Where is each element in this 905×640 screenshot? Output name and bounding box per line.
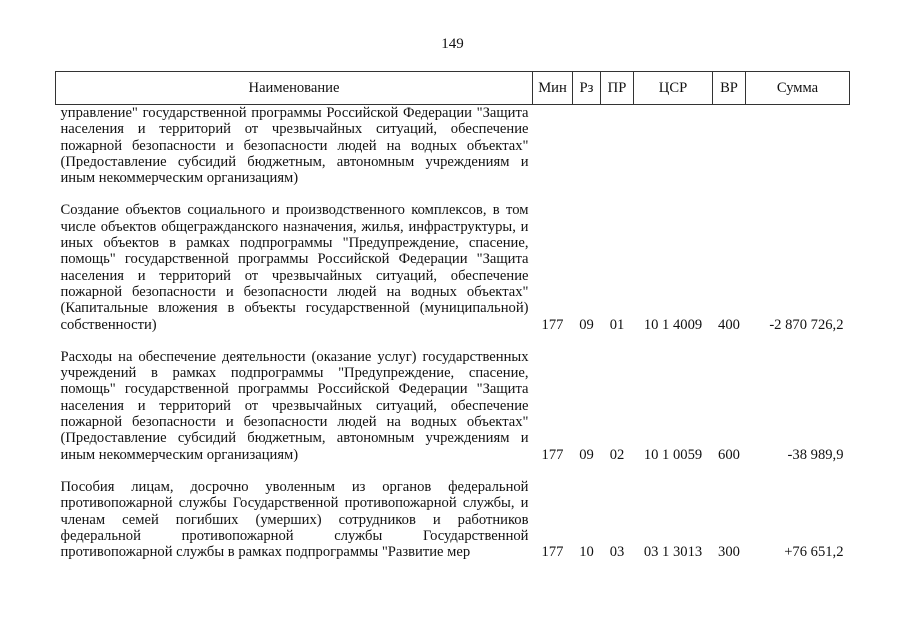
header-rz: Рз <box>573 72 601 105</box>
header-name: Наименование <box>56 72 533 105</box>
row-sum: -2 870 726,2 <box>769 316 844 333</box>
row-rz <box>573 105 601 187</box>
row-csr <box>634 105 713 187</box>
page-number: 149 <box>441 36 464 52</box>
row-vr: 300 <box>718 544 740 561</box>
row-csr: 10 1 0059 <box>643 446 703 463</box>
header-sum: Сумма <box>746 72 850 105</box>
row-rz: 10 <box>579 544 594 561</box>
table-row <box>56 349 850 463</box>
row-pr: 01 <box>609 316 625 333</box>
row-pr: 03 <box>609 544 625 561</box>
budget-table <box>55 71 850 560</box>
row-gap <box>56 333 850 349</box>
header-csr: ЦСР <box>634 72 713 105</box>
row-min: 177 <box>541 544 564 561</box>
row-min: 177 <box>541 446 564 463</box>
table-row <box>56 105 850 187</box>
row-min: 177 <box>541 316 564 333</box>
row-name: Создание объектов социального и производственного комплексов, в том числе объектов общегражданского назначения, жилья, инфраструктуры, и иных объектов в рамках подпрограммы "Предупреждение, спасение, помощь" государственной программы Российской Федерации "Защита населения и территорий от чрезвычайных ситуаций, обеспечение пожарной безопасности и безопасности людей на водных объектах" (Капитальные вложения в объекты государственной (муниципальной) собственности) <box>60 202 529 333</box>
row-gap <box>56 186 850 202</box>
row-min <box>533 105 573 187</box>
row-vr: 600 <box>718 446 740 463</box>
header-min: Мин <box>533 72 573 105</box>
row-name: Расходы на обеспечение деятельности (оказание услуг) государственных учреждений в рамках подпрограммы "Предупреждение, спасение, помощь" государственной программы Российской Федерации "Защита населения и территорий от чрезвычайных ситуаций, обеспечение пожарной безопасности и безопасности людей на водных объектах" (Предоставление субсидий бюджетным, автономным учреждениям и иным некоммерческим организациям) <box>60 348 529 463</box>
row-csr: 03 1 3013 <box>643 544 703 561</box>
row-pr: 02 <box>609 446 625 463</box>
row-sum: -38 989,9 <box>787 446 844 463</box>
row-rz: 09 <box>579 316 594 333</box>
row-rz: 09 <box>579 446 594 463</box>
table-row <box>56 479 850 560</box>
row-sum <box>746 105 850 187</box>
row-pr <box>601 105 634 187</box>
row-name: управление" государственной программы Российской Федерации "Защита населения и территорий от чрезвычайных ситуаций, обеспечение пожарной безопасности и безопасности людей на водных объектах" (Предоставление субсидий бюджетным, автономным учреждениям и иным некоммерческим организациям) <box>60 105 529 187</box>
header-pr: ПР <box>601 72 634 105</box>
row-vr <box>713 105 746 187</box>
row-name: Пособия лицам, досрочно уволенным из органов федеральной противопожарной службы Государственной противопожарной службы, и членам семей погибших (умерших) сотрудников и работников федеральной противопожарной службы Государственной противопожарной службы в рамках подпрограммы "Развитие мер <box>60 478 529 561</box>
table-row <box>56 202 850 332</box>
row-sum: +76 651,2 <box>784 544 844 561</box>
header-row <box>56 72 850 105</box>
row-csr: 10 1 4009 <box>643 316 703 333</box>
header-vr: ВР <box>713 72 746 105</box>
row-gap <box>56 463 850 479</box>
row-vr: 400 <box>718 316 740 333</box>
